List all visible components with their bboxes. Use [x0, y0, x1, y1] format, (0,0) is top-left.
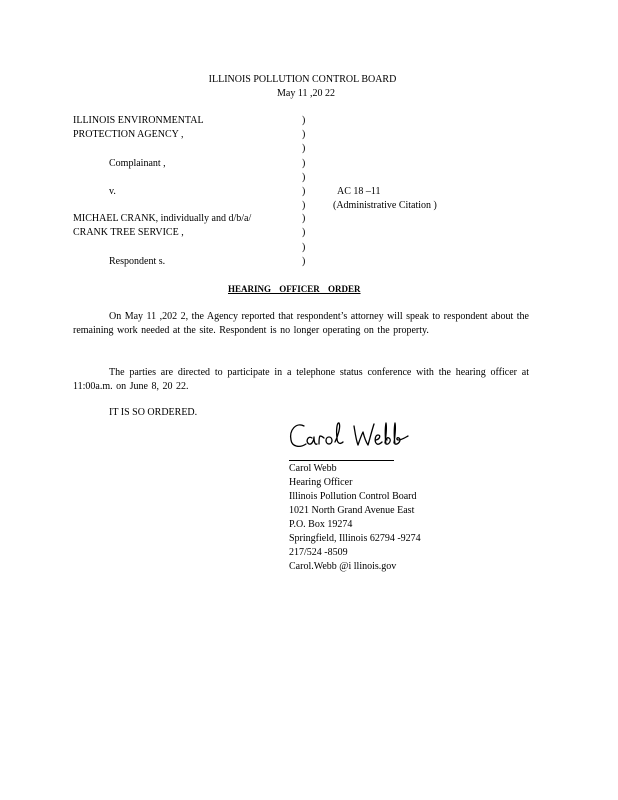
document-title: ILLINOIS POLLUTION CONTROL BOARD	[208, 74, 397, 85]
signer-po-box: P.O. Box 19274	[289, 519, 353, 530]
caption-paren: )	[302, 172, 306, 183]
paragraph-agency-report: On May 11 ,202 2, the Agency reported that respondent’s attorney will speak to respondent about the remaining work needed at the site. Respondent is no longer operating on the property.	[73, 311, 529, 336]
signer-name: Carol Webb	[289, 463, 337, 474]
signer-title: Hearing Officer	[289, 477, 353, 488]
caption-paren: )	[302, 213, 306, 224]
caption-paren: )	[302, 227, 306, 238]
caption-paren: )	[302, 242, 306, 253]
respondent-name-line1: MICHAEL CRANK, individually and d/b/a/	[73, 213, 252, 224]
paragraph-status-conference: The parties are directed to participate in a telephone status conference with the hearing officer at 11:00a.m. on June 8, 20 22.	[73, 367, 529, 392]
versus: v.	[109, 186, 116, 197]
signature-block	[289, 462, 421, 574]
signer-organization: Illinois Pollution Control Board	[289, 491, 417, 502]
signer-street-address: 1021 North Grand Avenue East	[289, 505, 415, 516]
respondent-role: Respondent s.	[109, 256, 166, 267]
order-heading: HEARING OFFICER ORDER	[228, 284, 361, 294]
respondent-name-line2: CRANK TREE SERVICE ,	[73, 227, 184, 238]
caption-paren: )	[302, 256, 306, 267]
complainant-name-line1: ILLINOIS ENVIRONMENTAL	[73, 115, 204, 126]
caption-paren: )	[302, 143, 306, 154]
document-date: May 11 ,20 22	[277, 88, 335, 99]
signature-line	[289, 460, 394, 461]
case-number: AC 18 –11	[337, 186, 381, 197]
caption-paren: )	[302, 115, 306, 126]
signer-phone: 217/524 -8509	[289, 547, 348, 558]
handwritten-signature	[286, 418, 416, 454]
complainant-role: Complainant ,	[109, 158, 166, 169]
caption-paren: )	[302, 129, 306, 140]
caption-paren: )	[302, 186, 306, 197]
signer-email: Carol.Webb @i llinois.gov	[289, 561, 397, 572]
paragraph-so-ordered: IT IS SO ORDERED.	[109, 407, 198, 418]
case-type: (Administrative Citation )	[333, 200, 437, 211]
signer-city-state-zip: Springfield, Illinois 62794 -9274	[289, 533, 421, 544]
caption-paren: )	[302, 200, 306, 211]
complainant-name-line2: PROTECTION AGENCY ,	[73, 129, 184, 140]
caption-paren: )	[302, 158, 306, 169]
